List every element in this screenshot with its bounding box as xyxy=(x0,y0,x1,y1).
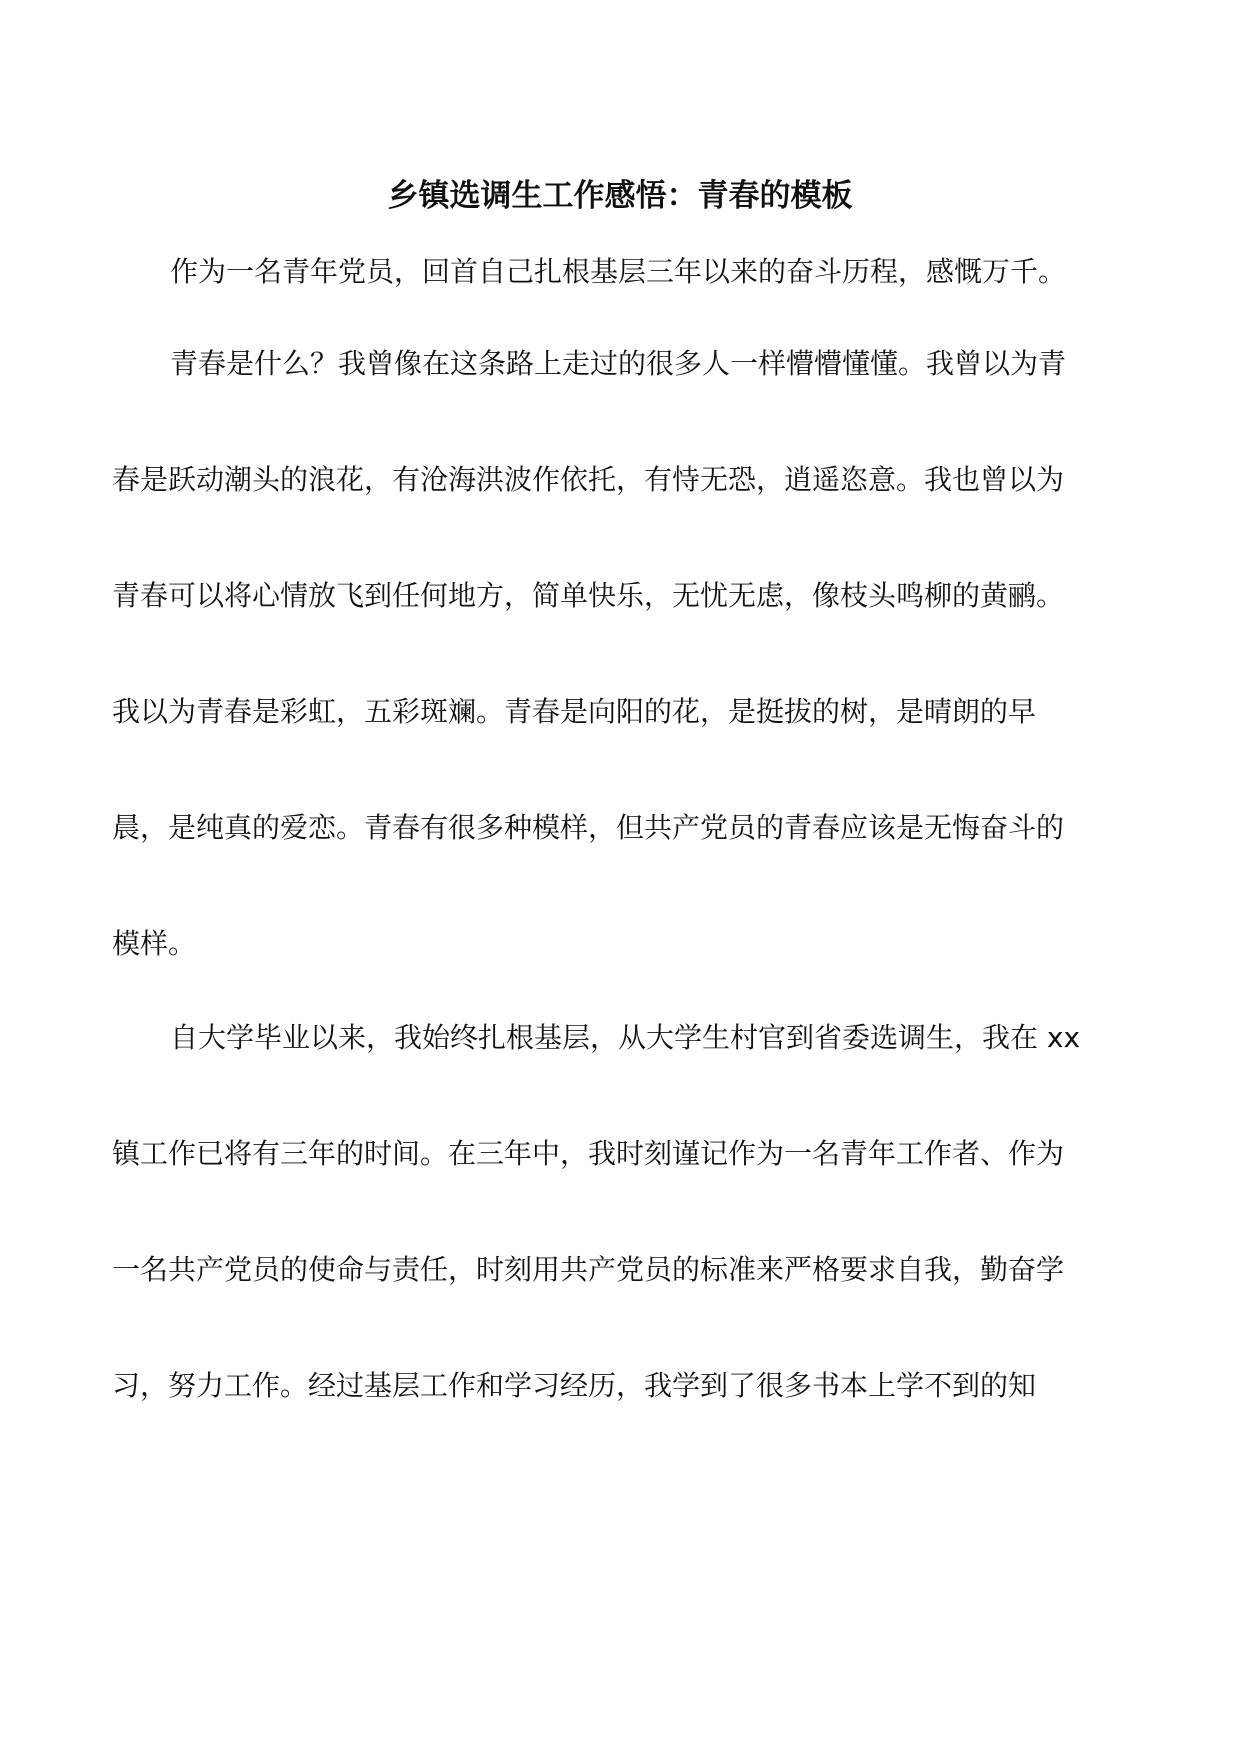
paragraph-2-line-4: 我以为青春是彩虹，五彩斑斓。青春是向阳的花，是挺拔的树，是晴朗的早 xyxy=(112,695,1037,728)
paragraph-2-line-1: 青春是什么？我曾像在这条路上走过的很多人一样懵懵懂懂。我曾以为青 xyxy=(170,347,1067,380)
paragraph-3-line-1: 自大学毕业以来，我始终扎根基层，从大学生村官到省委选调生，我在 xx xyxy=(170,1021,1081,1054)
document-title: 乡镇选调生工作感悟：青春的模板 xyxy=(387,178,853,214)
paragraph-3-line-4: 习，努力工作。经过基层工作和学习经历，我学到了很多书本上学不到的知 xyxy=(112,1369,1037,1402)
paragraph-2-line-3: 青春可以将心情放飞到任何地方，简单快乐，无忧无虑，像枝头鸣柳的黄鹂。 xyxy=(112,579,1065,612)
paragraph-3-line-3: 一名共产党员的使命与责任，时刻用共产党员的标准来严格要求自我，勤奋学 xyxy=(112,1253,1065,1286)
paragraph-3-line-2: 镇工作已将有三年的时间。在三年中，我时刻谨记作为一名青年工作者、作为 xyxy=(112,1137,1065,1170)
paragraph-1-line-1: 作为一名青年党员，回首自己扎根基层三年以来的奋斗历程，感慨万千。 xyxy=(170,255,1067,288)
paragraph-2-line-2: 春是跃动潮头的浪花，有沧海洪波作依托，有恃无恐，逍遥恣意。我也曾以为 xyxy=(112,463,1065,496)
paragraph-2-line-6: 模样。 xyxy=(112,927,197,960)
paragraph-2-line-5: 晨，是纯真的爱恋。青春有很多种模样，但共产党员的青春应该是无悔奋斗的 xyxy=(112,811,1065,844)
